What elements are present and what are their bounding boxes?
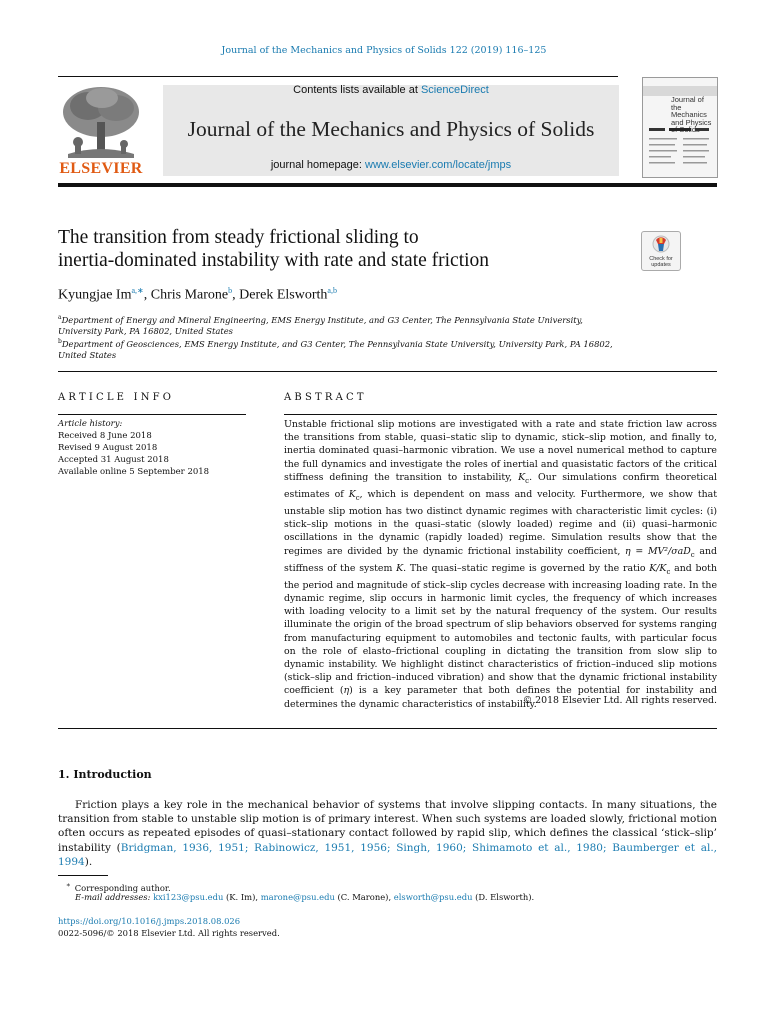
- email-link[interactable]: elsworth@psu.edu: [393, 892, 473, 902]
- author-list: Kyungjae $Im^{a,∗}$, Chris Marone$^b$, Derek Elsworth$^{a,b}$: [58, 286, 337, 303]
- section-rule: [58, 371, 717, 372]
- check-for-updates-button[interactable]: [641, 231, 681, 271]
- check-for-updates-label: Check for updates: [649, 256, 673, 268]
- author-name: Kyungjae Im: [58, 287, 132, 303]
- elsevier-wordmark: ELSEVIER: [59, 160, 143, 177]
- author-affiliation-mark[interactable]: b: [228, 286, 233, 295]
- homepage-line: [163, 159, 619, 171]
- doi-link[interactable]: https://doi.org/10.1016/j.jmps.2018.08.026: [58, 916, 241, 926]
- email-link[interactable]: marone@psu.edu: [260, 892, 335, 902]
- issn-copyright: 0022-5096/© 2018 Elsevier Ltd. All rights reserved.: [58, 928, 280, 938]
- crossmark-icon: [652, 235, 670, 255]
- paper-title-line-1: The transition from steady frictional sliding to: [58, 227, 419, 248]
- symbol-k: K: [396, 562, 404, 574]
- corresponding-author-note: ∗ Corresponding author.: [66, 881, 171, 893]
- article-info-heading: ARTICLE INFO: [58, 392, 175, 403]
- symbol-eta: η: [343, 685, 350, 697]
- paper-title: [58, 226, 618, 272]
- author-name: Derek Elsworth: [239, 287, 328, 303]
- abstract-text: Unstable frictional slip motions are investigated with a rate and state friction law across the transitions from stable, quasi–static slip to dynamic, stick–slip motion, and finally to, inertia dominated quasi–harmonic vibration. We use a novel numerical method to capture the full dynamics and investigate the roles of inertial and quasistatic factors of the critical stiffness defining the transition to instability, $K_c$. Our simulations confirm theoretical estimates of $K_c$, which is dependent on mass and velocity. Furthermore, we show that unstable slip motion has two distinct dynamic regimes with characteristic limit cycles: (i) stick–slip motions in the quasi–static (slowly loaded) regime and (ii) quasi–harmonic oscillations in the dynamic (rapidly loaded) regime. Simulation results show that the regimes are divided by the dynamic frictional instability coefficient, η = MV²/σaD$_c$ and stiffness of the system K. The quasi–static regime is governed by the ratio $K/K_c$ and both the period and magnitude of stick–slip cycles decrease with increasing loading rate. In the dynamic regime, slip occurs in harmonic limit cycles, the frequency of which increases with loading velocity to a limit set by the natural frequency of the system. Our results illuminate the origin of the broad spectrum of slip behaviors observed for systems ranging from manufacturing equipment to automobiles and tectonic faults, with particular focus on the role of elasto–frictional coupling in dictating the transition from slow slip to dynamic instability. We highlight distinct characteristics of friction–induced slip motions (stick–slip and friction–induced vibration) and show that the dynamic frictional instability coefficient (η) is a key parameter that both defines the potential for instability and determines the dynamic characteristics of instability.: [284, 419, 717, 710]
- affiliation: [58, 336, 618, 362]
- author-affiliation-mark[interactable]: a,∗: [131, 286, 144, 295]
- introduction-heading: 1. Introduction: [58, 768, 152, 781]
- journal-citation-link[interactable]: Journal of the Mechanics and Physics of Solids 122 (2019) 116–125: [221, 45, 547, 56]
- cover-illustration-icon: [647, 128, 713, 174]
- section-rule: [58, 728, 717, 729]
- history-accepted: Accepted 31 August 2018: [58, 455, 169, 465]
- affiliation-mark: b: [58, 338, 62, 345]
- cover-title: Journal of the Mechanics and Physics: [671, 95, 712, 127]
- affiliation: [58, 312, 618, 338]
- article-history: [58, 418, 209, 478]
- footnote-rule: [58, 875, 108, 876]
- journal-cover-thumbnail[interactable]: [642, 77, 718, 178]
- masthead-top-rule: [58, 76, 618, 77]
- history-received: Received 8 June 2018: [58, 431, 152, 441]
- author-affiliation-mark[interactable]: a,b: [327, 286, 337, 295]
- contents-prefix: Contents lists available at: [293, 84, 421, 96]
- introduction-paragraph: Friction plays a key role in the mechanical behavior of systems that involve slipping contacts. In many situations, the transition from stable to unstable slip motion is of primary interest. When such systems are loaded slowly, frictional motion often occurs as repeated episodes of quasi–stationary contact followed by rapid slip, which defines the classical ‘stick–slip’ instability (Bridgman, 1936, 1951; Rabinowicz, 1951, 1956; Singh, 1960; Shimamoto et al., 1980; Baumberger et al., 1994).: [58, 799, 717, 868]
- email-link[interactable]: kxi123@psu.edu: [153, 892, 224, 902]
- history-revised: Revised 9 August 2018: [58, 443, 158, 453]
- sciencedirect-link[interactable]: ScienceDirect: [420, 84, 489, 96]
- eta-equation: η = MV²/σaD: [625, 545, 691, 557]
- history-online: Available online 5 September 2018: [58, 467, 210, 477]
- affiliation-text: Department of Geosciences, EMS Energy Institute, and G3 Center, The Pennsylvania State University, University Park, PA 16802, United States: [58, 338, 613, 361]
- email-addresses: E-mail addresses: kxi123@psu.edu (K. Im), marone@psu.edu (C. Marone), elsworth@psu.edu (D. Elsworth).: [75, 892, 535, 902]
- abstract-heading: ABSTRACT: [284, 392, 367, 403]
- homepage-prefix: journal homepage:: [270, 159, 366, 171]
- symbol-kc: K: [348, 488, 356, 500]
- symbol-kc: K: [518, 471, 526, 483]
- author-name: Chris Marone: [150, 287, 229, 303]
- journal-title: Journal of the Mechanics and Physics of Solids: [187, 117, 595, 141]
- affiliation-mark: a: [58, 314, 62, 321]
- paper-title-line-2: inertia-dominated instability with rate and state friction: [58, 250, 490, 271]
- affiliation-text: Department of Energy and Mineral Engineering, EMS Energy Institute, and G3 Center, The Pennsylvania State University, University Park, PA 16802, United States: [58, 314, 583, 337]
- reference-links[interactable]: Bridgman, 1936, 1951; Rabinowicz, 1951, 1956; Singh, 1960; Shimamoto et al., 1980; Baumberger et al., 1994: [58, 841, 717, 868]
- journal-homepage-link[interactable]: www.elsevier.com/locate/jmps: [365, 159, 512, 171]
- ratio-k-kc: K/K: [649, 562, 667, 574]
- article-info-rule: [58, 414, 246, 415]
- abstract-rule: [284, 414, 717, 415]
- contents-line: [163, 84, 619, 96]
- elsevier-tree-icon: [58, 84, 144, 158]
- masthead-bottom-rule: [58, 183, 717, 187]
- abstract-copyright: © 2018 Elsevier Ltd. All rights reserved.: [522, 695, 717, 706]
- history-label: Article history:: [58, 419, 123, 429]
